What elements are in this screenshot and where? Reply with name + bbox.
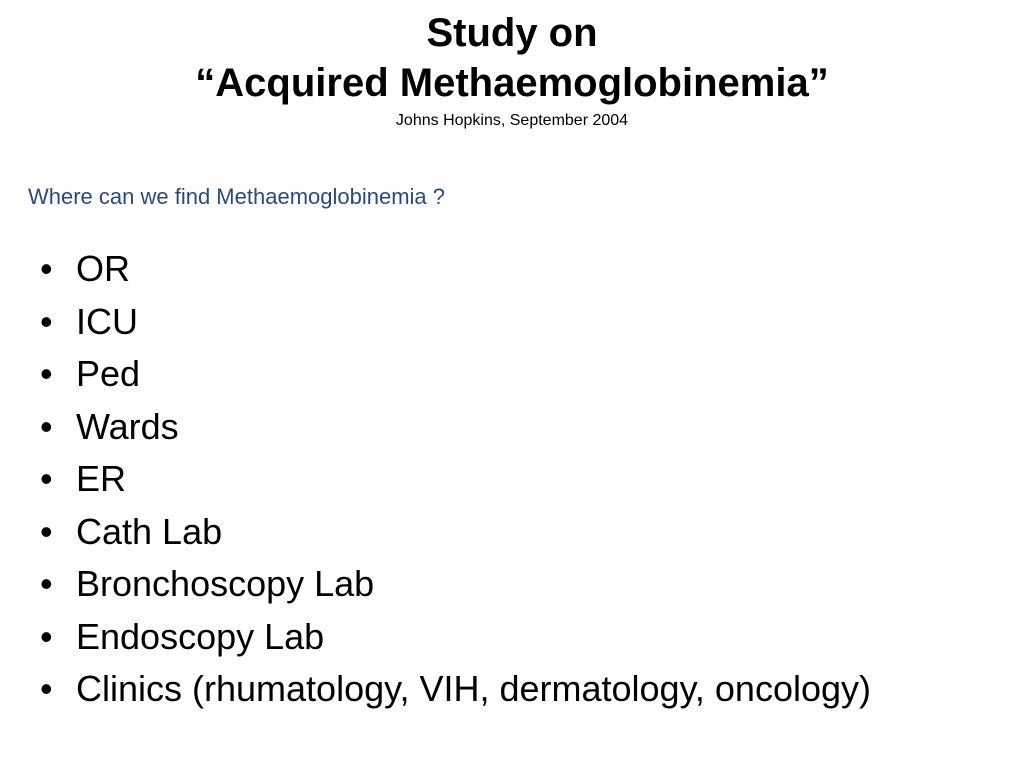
title-block (0, 8, 1024, 131)
list-item-label: ER (76, 458, 127, 499)
bullet-icon: • (40, 668, 53, 709)
list-item-label: OR (76, 248, 130, 289)
bullet-icon: • (40, 248, 53, 289)
list-item (40, 453, 871, 506)
bullet-icon: • (40, 458, 53, 499)
list-item-label: Wards (76, 405, 179, 447)
list-item-label: Clinics (rhumatology, VIH, dermatology, oncology) (76, 668, 871, 709)
bullet-icon: • (40, 615, 53, 657)
list-item (40, 611, 871, 664)
list-item (40, 348, 871, 401)
list-item-label: Endoscopy Lab (76, 615, 325, 657)
bullet-icon: • (40, 300, 53, 342)
list-item-label: ICU (76, 300, 138, 342)
list-item (40, 506, 871, 559)
list-item-label: Bronchoscopy Lab (76, 563, 375, 604)
list-item (40, 401, 871, 454)
bullet-list (40, 243, 871, 716)
list-item (40, 296, 871, 349)
list-item (40, 663, 871, 716)
bullet-icon: • (40, 563, 53, 604)
bullet-icon: • (40, 405, 53, 447)
bullet-icon: • (40, 353, 53, 394)
list-item (40, 243, 871, 296)
list-item-label: Ped (76, 353, 141, 394)
bullet-icon: • (40, 510, 53, 552)
title-line-2: “Acquired Methaemoglobinemia” (195, 61, 829, 105)
title-line-1: Study on (426, 11, 598, 55)
list-item (40, 558, 871, 611)
title-subtitle: Johns Hopkins, September 2004 (395, 112, 629, 129)
question-heading: Where can we find Methaemoglobinemia ? (28, 184, 446, 209)
list-item-label: Cath Lab (76, 510, 223, 552)
